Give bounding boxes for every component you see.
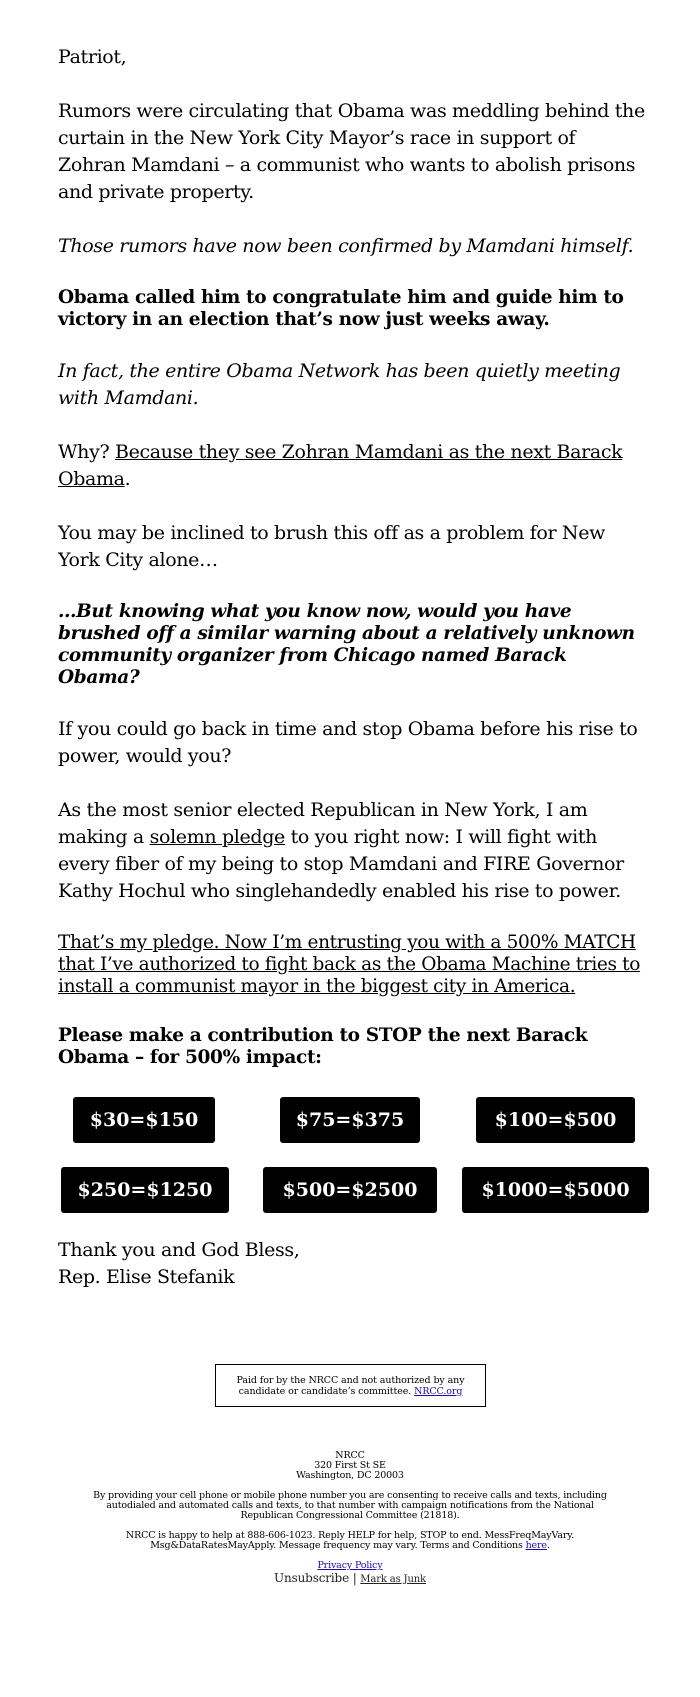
footer-address: [90, 1451, 610, 1481]
footer-org: NRCC: [335, 1450, 365, 1461]
footer-street: 320 First St SE: [314, 1460, 386, 1471]
donate-button-250[interactable]: $250=$1250: [61, 1167, 229, 1213]
headline-knowing-now: …But knowing what you know now, would you have brushed off a similar warning about a relatively unknown community organizer from Chicago named Barack Obama?: [58, 601, 635, 688]
paragraph-why: [58, 439, 648, 493]
donate-button-75[interactable]: $75=$375: [280, 1097, 420, 1143]
pledge-suffix: to you right now: I will fight with every fiber of my being to stop Mamdani and FIRE Governor Kathy Hochul who singlehandedly enabled his rise to power.: [58, 826, 624, 902]
greeting: Patriot,: [58, 46, 127, 68]
donate-button-100[interactable]: $100=$500: [476, 1097, 635, 1143]
footer-consent: By providing your cell phone or mobile phone number you are consenting to receive calls and texts, including autodialed and automated calls and texts, to that number with campaign notifications from the National Republican Congressional Committee (21818).: [93, 1490, 607, 1521]
footer-help: [90, 1531, 610, 1551]
paragraph-obama-network: In fact, the entire Obama Network has been quietly meeting with Mamdani.: [58, 360, 621, 409]
donate-button-row-2: [58, 1167, 648, 1213]
terms-here-link[interactable]: here: [525, 1540, 547, 1551]
paragraph-go-back: If you could go back in time and stop Obama before his rise to power, would you?: [58, 718, 638, 767]
help-text: NRCC is happy to help at 888-606-1023. Reply HELP for help, STOP to end. MessFreqMayVary. Msg&DataRatesMayApply. Message frequency may vary. Terms and Conditions: [125, 1530, 575, 1551]
footer-privacy: [90, 1561, 610, 1571]
help-suffix: .: [546, 1540, 550, 1551]
donate-button-500[interactable]: $500=$2500: [263, 1167, 437, 1213]
pledge-prefix: As the most senior elected Republican in New York, I am making a: [58, 799, 588, 848]
why-prefix: Why?: [58, 441, 115, 463]
footer-city: Washington, DC 20003: [296, 1470, 404, 1481]
donate-button-30[interactable]: $30=$150: [73, 1097, 215, 1143]
email-body: [58, 44, 648, 1291]
unsubscribe-link[interactable]: Unsubscribe: [274, 1571, 350, 1585]
disclaimer-text: Paid for by the NRCC and not authorized by any candidate or candidate’s committee.: [236, 1375, 465, 1397]
paragraph-confirmed: Those rumors have now been confirmed by Mamdani himself.: [58, 235, 634, 257]
signoff: [58, 1237, 648, 1291]
paragraph-brush-off: You may be inclined to brush this off as a problem for New York City alone…: [58, 522, 606, 571]
why-suffix: .: [124, 468, 131, 490]
signoff-name: Rep. Elise Stefanik: [58, 1266, 235, 1288]
unsubscribe-row: [90, 1571, 610, 1587]
paragraph-rumors: Rumors were circulating that Obama was meddling behind the curtain in the New York City Mayor’s race in support of Zohran Mamdani – a communist who wants to abolish prisons and private property.: [58, 100, 645, 203]
match-pledge-link[interactable]: That’s my pledge. Now I’m entrusting you with a 500% MATCH that I’ve authorized to fight back as the Obama Machine tries to install a communist mayor in the biggest city in America.: [58, 932, 641, 997]
footer: [90, 1451, 610, 1587]
signoff-thanks: Thank you and God Bless,: [58, 1239, 300, 1261]
nrcc-org-link[interactable]: NRCC.org: [414, 1386, 463, 1397]
paragraph-pledge: [58, 797, 648, 905]
headline-obama-called: Obama called him to congratulate him and guide him to victory in an election that’s now just weeks away.: [58, 287, 624, 330]
privacy-policy-link[interactable]: Privacy Policy: [317, 1560, 383, 1571]
donate-button-row-1: [58, 1097, 648, 1143]
mark-as-junk-link[interactable]: Mark as Junk: [360, 1574, 426, 1585]
separator: |: [352, 1571, 357, 1585]
donate-button-1000[interactable]: $1000=$5000: [462, 1167, 649, 1213]
next-obama-link[interactable]: Because they see Zohran Mamdani as the next Barack Obama: [58, 441, 623, 490]
solemn-pledge-link[interactable]: solemn pledge: [149, 826, 285, 848]
paid-for-disclaimer: [215, 1364, 486, 1407]
cta-heading: Please make a contribution to STOP the next Barack Obama – for 500% impact:: [58, 1025, 588, 1068]
